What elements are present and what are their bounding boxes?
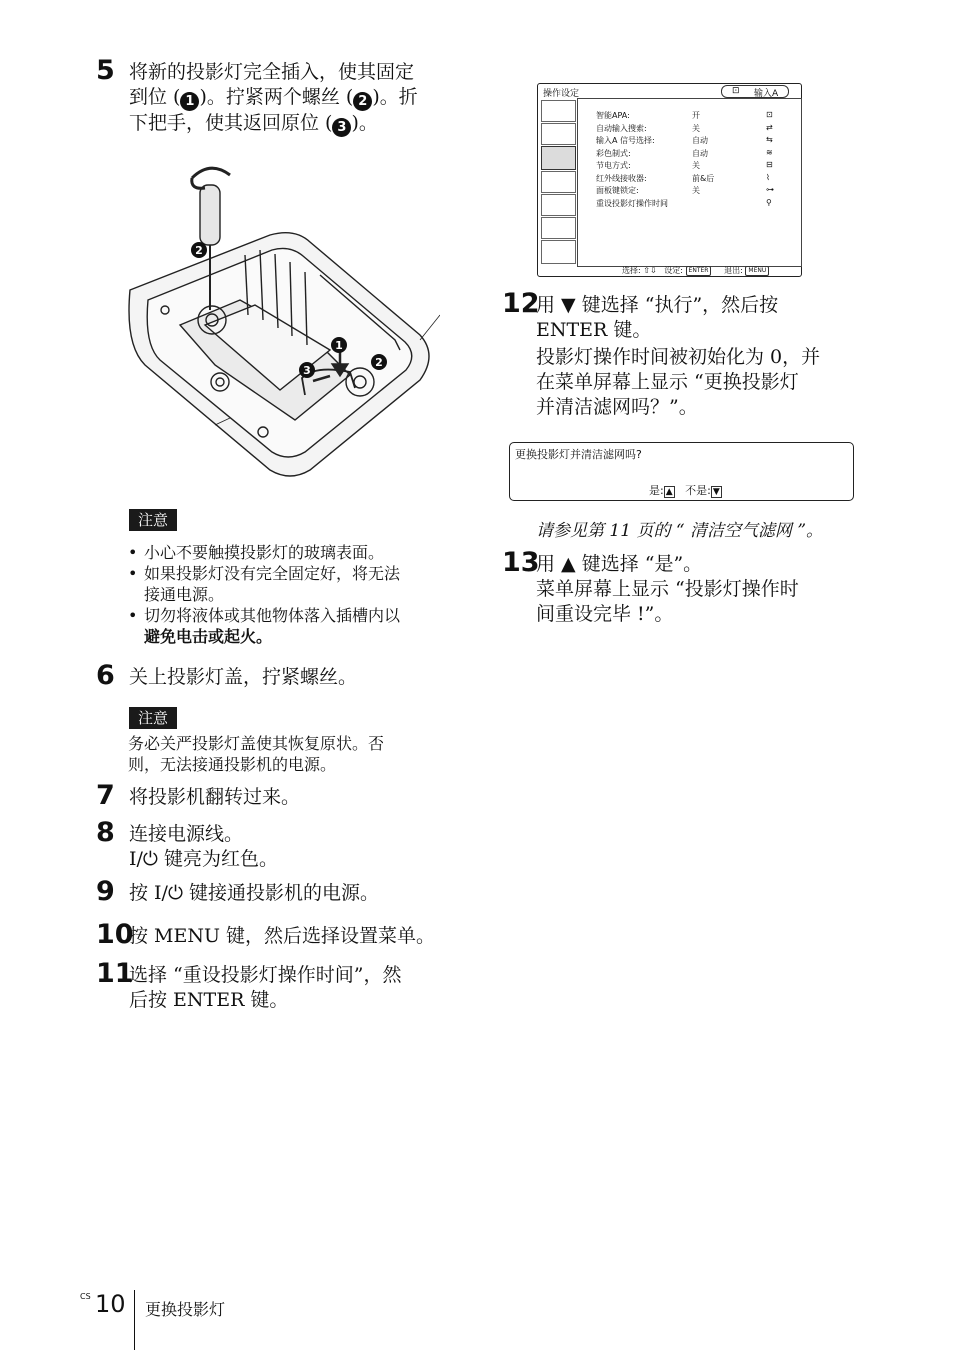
input-indicator	[721, 85, 789, 98]
step-number: 6	[96, 660, 115, 691]
step-number: 13	[502, 547, 540, 578]
arrow-keys-icon: ⇧⇩	[640, 266, 660, 275]
step-text: 菜单屏幕上显示 “投影灯操作时	[536, 578, 799, 600]
menu-row[interactable]	[596, 148, 796, 161]
menu-key-icon: MENU	[745, 266, 769, 276]
step-number: 7	[96, 780, 115, 811]
menu-row-icon: ⊟	[766, 160, 773, 169]
reference-note: 请参见第 11 页的 “ 清洁空气滤网 ”。	[536, 521, 824, 541]
enter-key-icon: ENTER	[686, 266, 712, 276]
menu-row-value: 自动	[692, 148, 708, 158]
menu-row-label: 自动输入搜索:	[596, 123, 647, 133]
language-code: CS	[80, 1292, 91, 1301]
caution-text	[128, 733, 384, 775]
list-item: • 切勿将液体或其他物体落入插槽内以 避免电击或起火。	[128, 605, 400, 647]
menu-row[interactable]	[596, 110, 796, 123]
step-text: 间重设完毕 !”。	[536, 603, 674, 625]
step-9	[96, 876, 466, 909]
menu-row-value: 关	[692, 161, 700, 170]
menu-row-value: 关	[692, 123, 700, 133]
caution-label: 注意	[129, 707, 177, 729]
step-8	[96, 817, 466, 874]
menu-row-label: 输入A 信号选择:	[596, 136, 655, 145]
step-text: 在菜单屏幕上显示 “更换投影灯	[536, 371, 799, 393]
step-5	[96, 55, 466, 140]
step-10	[96, 919, 466, 952]
dialog-question: 更换投影灯并清洁滤网吗?	[515, 448, 642, 461]
menu-tab-blank	[541, 240, 576, 264]
menu-rows	[596, 110, 796, 210]
menu-row-label: 红外线接收器:	[596, 173, 647, 183]
step-number: 9	[96, 876, 115, 907]
menu-row-label: 智能APA:	[596, 111, 630, 120]
step-text: 按 I/⏻ 键接通投影机的电源。	[129, 882, 380, 904]
menu-row-icon: ⌇	[766, 172, 770, 182]
svg-text:2: 2	[375, 356, 383, 369]
input-icon: ⊡	[732, 86, 740, 96]
menu-row-icon: ⇄	[766, 122, 773, 132]
note-line: 则，无法接通投影机的电源。	[128, 755, 337, 774]
lamp-replacement-illustration	[120, 150, 440, 485]
menu-row-icon: ⊡	[766, 110, 773, 119]
menu-tab-operation[interactable]	[541, 146, 576, 170]
menu-row-icon: ⚲	[766, 197, 772, 207]
svg-text:3: 3	[303, 364, 311, 377]
step-number: 12	[502, 288, 540, 319]
yes-option[interactable]: 是:	[649, 484, 664, 497]
menu-row-icon: ≋	[766, 147, 773, 157]
menu-row[interactable]	[596, 123, 796, 136]
svg-text:1: 1	[335, 339, 343, 352]
step-text: 后按 ENTER 键。	[129, 989, 289, 1011]
step-11	[96, 958, 466, 1015]
menu-tab-installation[interactable]	[541, 171, 576, 193]
caution-list	[128, 542, 400, 647]
step-text: 连接电源线。	[129, 823, 244, 845]
menu-row-value: 自动	[692, 136, 708, 145]
up-key-icon: ▲	[665, 487, 673, 497]
step-text: 下把手，使其返回原位 ( 3 )。	[129, 112, 378, 135]
step-text: 将投影机翻转过来。	[129, 786, 301, 808]
menu-row-icon: ⊶	[766, 185, 774, 194]
step-text: 投影灯操作时间被初始化为 0，并	[536, 346, 821, 368]
footer-divider	[134, 1290, 135, 1350]
note-line: 务必关严投影灯盖使其恢复原状。否	[128, 734, 385, 753]
no-option[interactable]: 不是:	[685, 484, 711, 497]
step-number: 11	[96, 958, 134, 989]
step-text: 选择 “重设投影灯操作时间”，然	[129, 964, 402, 986]
step-number: 8	[96, 817, 115, 848]
step-text: 用 ▲ 键选择 “是”。	[536, 553, 703, 575]
step-12	[502, 288, 862, 423]
step-7	[96, 780, 466, 813]
list-item: • 如果投影灯没有完全固定好，将无法 接通电源。	[128, 563, 400, 605]
input-label: 输入A	[754, 89, 779, 99]
menu-row[interactable]	[596, 160, 796, 173]
step-text: 按 MENU 键，然后选择设置菜单。	[129, 925, 436, 947]
step-text: 用 ▼ 键选择 “执行”，然后按	[536, 294, 779, 316]
menu-row-label: 面板键锁定:	[596, 186, 639, 195]
menu-tab-input[interactable]	[541, 123, 576, 145]
step-text: 并清洁滤网吗？”。	[536, 396, 698, 418]
menu-tab-info[interactable]	[541, 217, 576, 239]
step-number: 5	[96, 55, 115, 86]
step-13	[502, 547, 862, 632]
step-text: I/⏻ 键亮为红色。	[129, 848, 278, 870]
menu-row[interactable]	[596, 198, 796, 211]
settings-menu-screen	[537, 83, 802, 277]
menu-row-value: 开	[692, 111, 700, 120]
page-number: 10	[95, 1290, 126, 1318]
menu-row-label: 彩色制式:	[596, 148, 631, 158]
callout-3: 3	[332, 118, 351, 137]
callout-2: 2	[353, 92, 372, 111]
step-text: 到位 ( 1 )。拧紧两个螺丝 ( 2 )。折	[129, 86, 418, 109]
menu-row[interactable]	[596, 185, 796, 198]
menu-row-label: 重设投影灯操作时间	[596, 198, 668, 208]
menu-footer: 选择: ⇧⇩ 设定: ENTER 退出: MENU	[622, 265, 769, 276]
menu-tab-setup[interactable]	[541, 194, 576, 216]
svg-text:2: 2	[195, 244, 203, 257]
page-footer	[80, 1290, 380, 1350]
step-6	[96, 660, 466, 693]
step-text: ENTER 键。	[536, 319, 652, 341]
step-text: 关上投影灯盖，拧紧螺丝。	[129, 666, 358, 688]
section-title: 更换投影灯	[145, 1300, 226, 1319]
menu-title: 操作设定	[543, 89, 580, 99]
list-item: • 小心不要触摸投影灯的玻璃表面。	[128, 542, 400, 563]
menu-row-value: 关	[692, 186, 700, 195]
menu-row-icon: ⇆	[766, 135, 773, 144]
dialog-options	[649, 482, 722, 498]
step-number: 10	[96, 919, 134, 950]
down-key-icon: ▼	[712, 487, 720, 497]
confirm-dialog	[509, 442, 854, 501]
caution-label: 注意	[129, 509, 177, 531]
callout-1: 1	[180, 92, 199, 111]
menu-row-value: 前&后	[692, 173, 715, 183]
menu-row[interactable]	[596, 173, 796, 186]
step-text: 将新的投影灯完全插入，使其固定	[129, 61, 415, 83]
menu-row[interactable]	[596, 135, 796, 148]
menu-row-label: 节电方式:	[596, 161, 631, 170]
menu-tab-picture[interactable]	[541, 100, 576, 122]
